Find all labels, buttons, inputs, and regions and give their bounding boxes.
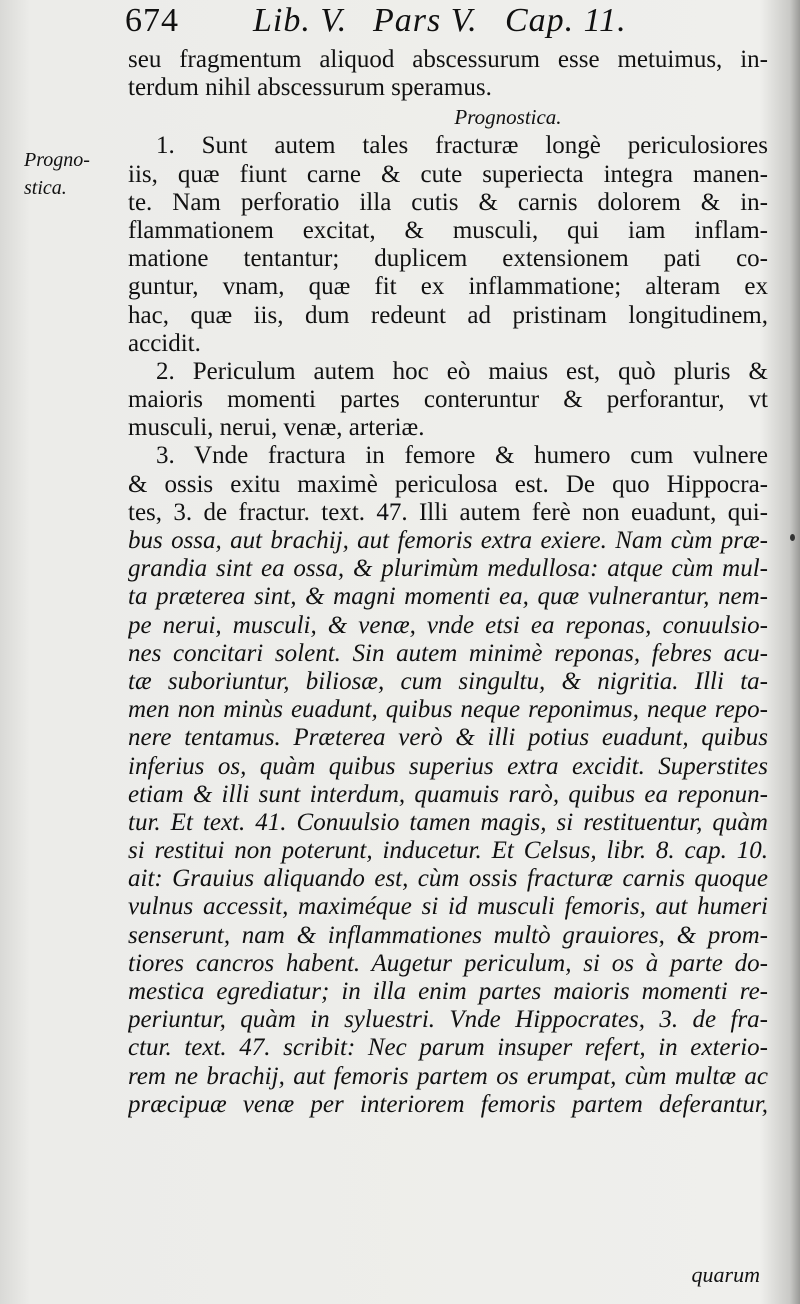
text-line: guntur, vnam, quæ fit ex inflammatione; alteram ex: [128, 273, 768, 301]
chapter-reference: Cap. 11.: [505, 2, 627, 39]
text-line: periuntur, quàm in syluestri. Vnde Hippocrates, 3. de fra-: [128, 1006, 768, 1034]
body-text: [128, 46, 768, 1119]
text-line: vulnus accessit, maximéque si id musculi femoris, aut humeri: [128, 893, 768, 921]
text-line: flammationem excitat, & musculi, qui iam inflam-: [128, 216, 768, 244]
text-line: præcipuæ venæ per interiorem femoris partem deferantur,: [128, 1090, 768, 1118]
text-line: terdum nihil abscessurum speramus.: [128, 74, 492, 102]
text-line: etiam & illi sunt interdum, quamuis rarò, quibus ea reponun-: [128, 780, 768, 808]
text-line: pe nerui, musculi, & venæ, vnde etsi ea reponas, conuulsio-: [128, 611, 768, 639]
text-line: ctur. text. 47. scribit: Nec parum insuper refert, in exterio-: [128, 1034, 768, 1062]
text-line: tur. Et text. 41. Conuulsio tamen magis, si restituentur, quàm: [128, 808, 768, 836]
text-line: iis, quæ fiunt carne & cute superiecta integra manen-: [128, 160, 768, 188]
text-line: grandia sint ea ossa, & plurimùm medullosa: atque cùm mul-: [128, 555, 768, 583]
running-head: [125, 2, 765, 42]
text-line: matione tentantur; duplicem extensionem pati co-: [128, 245, 768, 273]
text-line: 2. Periculum autem hoc eò maius est, quò pluris &: [156, 357, 768, 385]
text-line: senserunt, nam & inflammationes multò grauiores, & prom-: [128, 921, 768, 949]
print-speck: [790, 534, 795, 541]
text-line: 3. Vnde fractura in femore & humero cum vulnere: [156, 442, 768, 470]
text-line: inferius os, quàm quibus superius extra excidit. Superstites: [128, 752, 768, 780]
text-line: tæ suboriuntur, biliosæ, cum singultu, & nigritia. Illi ta-: [128, 667, 768, 695]
margin-note-line: Progno-: [24, 149, 90, 171]
text-line: hac, quæ iis, dum redeunt ad pristinam longitudinem,: [128, 301, 768, 329]
text-line: tes, 3. de fractur. text. 47. Illi autem ferè non euadunt, qui-: [128, 498, 768, 526]
part-reference: Pars V.: [373, 2, 478, 39]
section-heading: Prognostica.: [454, 105, 562, 130]
text-line: maioris momenti partes conteruntur & perforantur, vt: [128, 386, 768, 414]
text-line: mestica egrediatur; in illa enim partes maioris momenti re-: [128, 978, 768, 1005]
catchword: quarum: [691, 1262, 760, 1287]
margin-note: [24, 146, 124, 202]
text-line: ta præterea sint, & magni momenti ea, quæ vulnerantur, nem-: [128, 583, 768, 611]
text-line: 1. Sunt autem tales fracturæ longè periculosiores: [156, 132, 768, 160]
margin-note-line: stica.: [24, 177, 67, 199]
text-line: nes concitari solent. Sin autem minimè reponas, febres acu-: [128, 639, 768, 667]
text-line: te. Nam perforatio illa cutis & carnis dolorem & in-: [128, 188, 768, 216]
text-line: men non minùs euadunt, quibus neque reponimus, neque repo-: [128, 696, 768, 724]
text-line: accidit.: [128, 329, 201, 357]
text-line: seu fragmentum aliquod abscessurum esse metuimus, in-: [128, 46, 768, 73]
text-line: ait: Grauius aliquando est, cùm ossis fracturæ carnis quoque: [128, 865, 768, 893]
book-reference: Lib. V.: [253, 2, 348, 39]
text-line: si restitui non poterunt, inducetur. Et Celsus, libr. 8. cap. 10.: [128, 837, 768, 865]
text-line: bus ossa, aut brachij, aut femoris extra exiere. Nam cùm præ-: [128, 527, 768, 554]
page-number: 674: [125, 2, 179, 39]
text-line: nere tentamus. Præterea verò & illi potius euadunt, quibus: [128, 724, 768, 752]
text-line: rem ne brachij, aut femoris partem os erumpat, cùm multæ ac: [128, 1062, 768, 1090]
text-line: tiores cancros habent. Augetur periculum, si os à parte do-: [128, 949, 768, 977]
text-line: musculi, nerui, venæ, arteriæ.: [128, 414, 425, 442]
text-line: & ossis exitu maximè periculosa est. De quo Hippocra-: [128, 470, 768, 498]
